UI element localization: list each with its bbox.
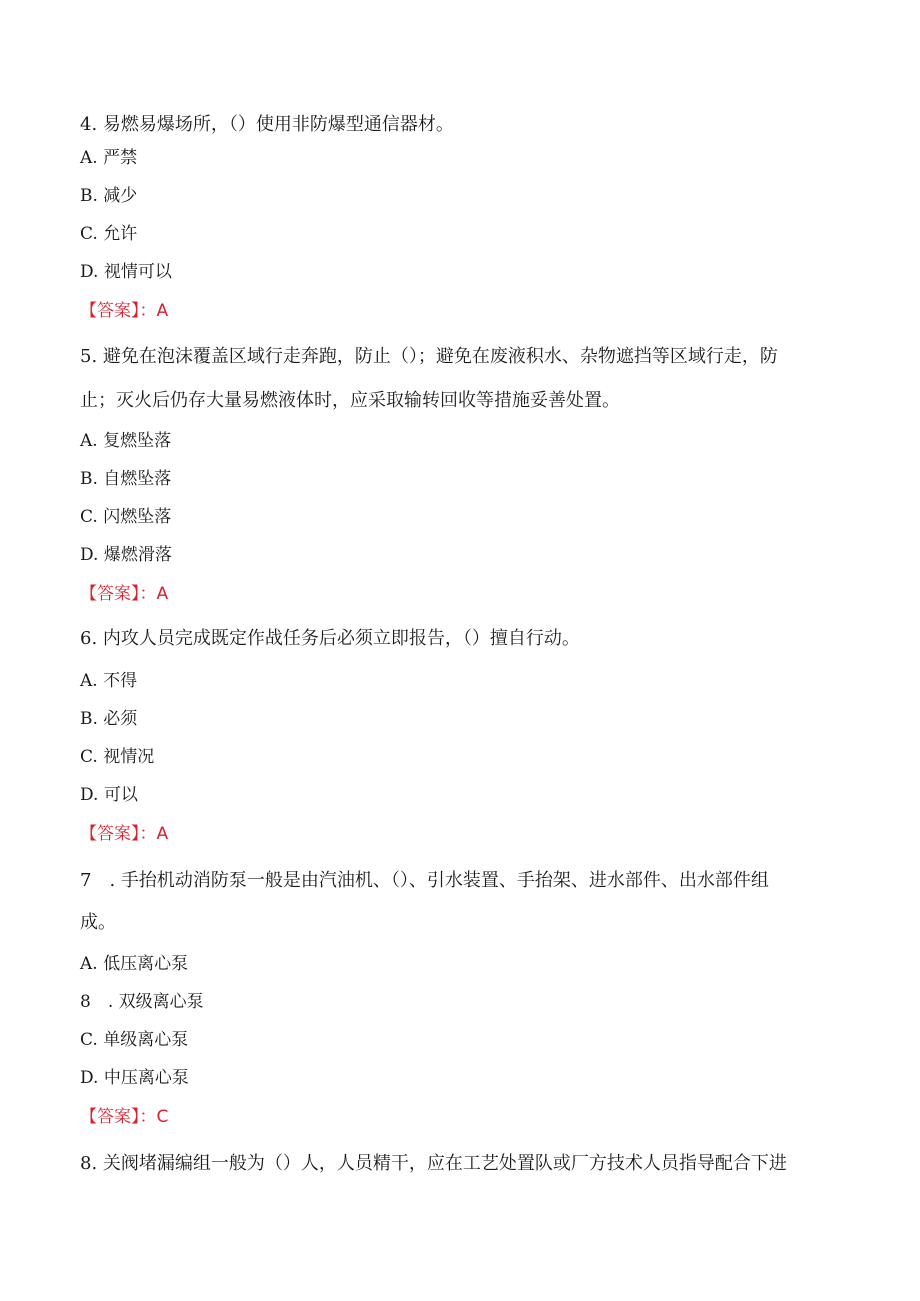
question-6-option-a: A. 不得 [80,671,138,691]
question-5-option-c: C. 闪燃坠落 [80,507,172,527]
question-7-option-b: 8 . 双级离心泵 [80,992,204,1012]
question-6-option-b: B. 必须 [80,709,138,729]
question-7-option-a: A. 低压离心泵 [80,954,189,974]
question-7-stem-line-1: 7 . 手抬机动消防泵一般是由汽油机、（）、引水装置、手抬架、进水部件、出水部件组 [80,870,769,891]
question-4-answer: 【答案】：A [80,301,169,321]
question-6-option-d: D. 可以 [80,785,138,805]
question-5-answer: 【答案】：A [80,584,169,604]
question-7-option-c: C. 单级离心泵 [80,1030,189,1050]
question-4-option-a: A. 严禁 [80,148,138,168]
question-5-option-b: B. 自燃坠落 [80,469,172,489]
question-5-stem-line-1: 5. 避免在泡沫覆盖区域行走奔跑，防止（）；避免在废液积水、杂物遮挡等区域行走，防 [80,346,778,367]
question-4-option-d: D. 视情可以 [80,262,172,282]
question-6-option-c: C. 视情况 [80,747,155,767]
question-6-stem: 6. 内攻人员完成既定作战任务后必须立即报告，（）擅自行动。 [80,628,580,649]
question-4-option-c: C. 允许 [80,224,138,244]
question-6-answer: 【答案】：A [80,824,169,844]
question-7-option-d: D. 中压离心泵 [80,1068,189,1088]
question-8-stem: 8. 关阀堵漏编组一般为（）人，人员精干，应在工艺处置队或厂方技术人员指导配合下进 [80,1153,787,1174]
question-5-option-a: A. 复燃坠落 [80,431,172,451]
question-5-stem-line-2: 止；灭火后仍存大量易燃液体时，应采取输转回收等措施妥善处置。 [80,390,620,411]
question-7-answer: 【答案】：C [80,1107,169,1127]
question-4-option-b: B. 减少 [80,186,138,206]
question-5-option-d: D. 爆燃滑落 [80,545,172,565]
question-7-stem-line-2: 成。 [80,912,116,933]
question-4-stem: 4. 易燃易爆场所，（）使用非防爆型通信器材。 [80,114,454,135]
